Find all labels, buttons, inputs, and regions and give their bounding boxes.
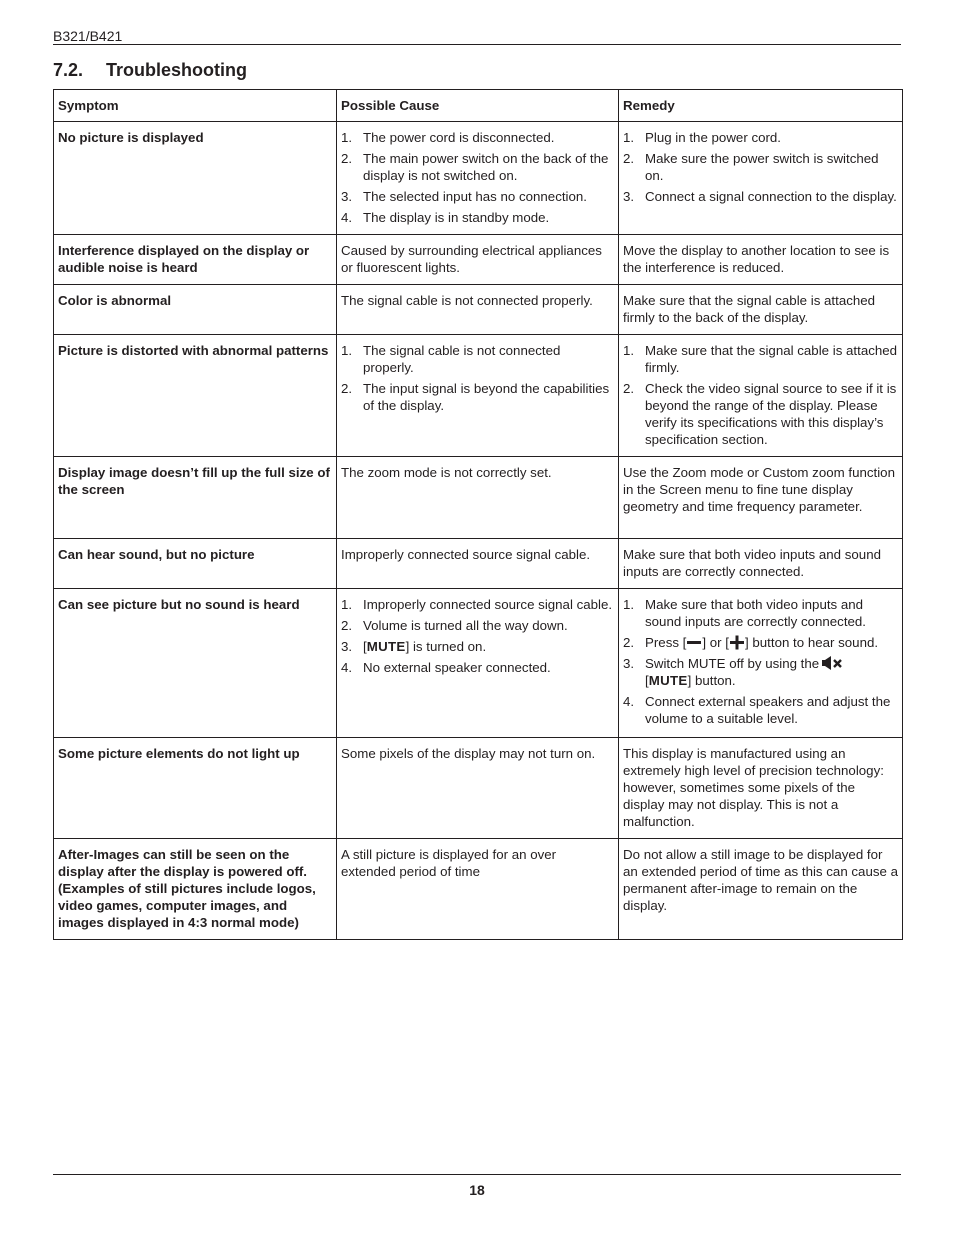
remedy-cell: This display is manufactured using an extremely high level of precision technology: however, sometimes some pixels of the display may not display. This is not a malfunction. bbox=[619, 738, 903, 839]
symptom-cell: Can hear sound, but no picture bbox=[54, 539, 337, 589]
list-item: 1. Improperly connected source signal cable. bbox=[341, 597, 613, 612]
column-header-cause: Possible Cause bbox=[337, 90, 619, 122]
header-divider bbox=[53, 44, 901, 45]
table-row bbox=[54, 122, 903, 235]
list-item: 3. Connect a signal connection to the display. bbox=[623, 189, 897, 204]
document-model: B321/B421 bbox=[53, 28, 123, 44]
list-item: 4. No external speaker connected. bbox=[341, 660, 551, 675]
list-item: 4. Connect external speakers and adjust the volume to a suitable level. bbox=[623, 694, 891, 726]
remedy-cell bbox=[619, 589, 903, 738]
list-item: 3. Switch MUTE off by using the [MUTE] button. bbox=[623, 655, 898, 689]
table-row bbox=[54, 738, 903, 839]
list-item: 2. Press [ ] or [ ] button to hear sound. bbox=[623, 635, 879, 650]
troubleshooting-table bbox=[53, 89, 903, 940]
section-heading bbox=[53, 60, 247, 81]
remedy-cell: Make sure that both video inputs and sound inputs are correctly connected. bbox=[619, 539, 903, 589]
list-item: 2. The input signal is beyond the capabilities of the display. bbox=[341, 381, 610, 413]
section-number: 7.2. bbox=[53, 60, 84, 80]
list-item: 2. Make sure the power switch is switched on. bbox=[623, 151, 879, 183]
remedy-list bbox=[623, 129, 898, 205]
list-item: 3. The selected input has no connection. bbox=[341, 189, 587, 204]
table-row bbox=[54, 285, 903, 335]
remedy-cell bbox=[619, 122, 903, 235]
cause-cell bbox=[337, 335, 619, 457]
cause-cell: The zoom mode is not correctly set. bbox=[337, 457, 619, 539]
list-item: 2. Volume is turned all the way down. bbox=[341, 618, 568, 633]
list-item: 4. The display is in standby mode. bbox=[341, 210, 550, 225]
list-item: 3. [MUTE] is turned on. bbox=[341, 639, 487, 654]
column-header-symptom: Symptom bbox=[54, 90, 337, 122]
table-row bbox=[54, 589, 903, 738]
section-title: Troubleshooting bbox=[106, 60, 247, 80]
table-row bbox=[54, 335, 903, 457]
symptom-cell: Picture is distorted with abnormal patterns bbox=[54, 335, 337, 457]
cause-cell: Improperly connected source signal cable. bbox=[337, 539, 619, 589]
symptom-cell: Display image doesn’t fill up the full size of the screen bbox=[54, 457, 337, 539]
cause-list bbox=[341, 596, 614, 676]
remedy-list bbox=[623, 596, 898, 727]
mute-key-label: MUTE bbox=[648, 673, 688, 688]
cause-cell: The signal cable is not connected properly. bbox=[337, 285, 619, 335]
cause-cell bbox=[337, 589, 619, 738]
cause-cell: A still picture is displayed for an over extended period of time bbox=[337, 839, 619, 940]
remedy-cell: Make sure that the signal cable is attached firmly to the back of the display. bbox=[619, 285, 903, 335]
symptom-cell: After-Images can still be seen on the display after the display is powered off. (Examples of still pictures include logos, video games, computer images, and images displayed in 4:3 normal mode) bbox=[54, 839, 337, 940]
list-item: 2. The main power switch on the back of the display is not switched on. bbox=[341, 151, 609, 183]
list-item: 2. Check the video signal source to see if it is beyond the range of the display. Please verify its specifications with this display’s specification section. bbox=[623, 381, 897, 447]
cause-cell bbox=[337, 122, 619, 235]
plus-key-icon bbox=[729, 635, 745, 650]
list-item: 1. Plug in the power cord. bbox=[623, 130, 782, 145]
symptom-cell: Color is abnormal bbox=[54, 285, 337, 335]
symptom-cell: Interference displayed on the display or audible noise is heard bbox=[54, 235, 337, 285]
footer-divider bbox=[53, 1174, 901, 1175]
remedy-list bbox=[623, 342, 898, 448]
table-row bbox=[54, 839, 903, 940]
table-row bbox=[54, 457, 903, 539]
list-item: 1. Make sure that the signal cable is attached firmly. bbox=[623, 343, 898, 375]
table-row bbox=[54, 235, 903, 285]
symptom-cell: No picture is displayed bbox=[54, 122, 337, 235]
cause-list bbox=[341, 342, 614, 414]
remedy-cell: Do not allow a still image to be displayed for an extended period of time as this can cause a permanent after-image to remain on the display. bbox=[619, 839, 903, 940]
list-item: 1. The power cord is disconnected. bbox=[341, 130, 555, 145]
minus-key-icon bbox=[686, 636, 702, 649]
list-item: 1. The signal cable is not connected properly. bbox=[341, 343, 561, 375]
symptom-cell: Some picture elements do not light up bbox=[54, 738, 337, 839]
mute-key-label: MUTE bbox=[366, 639, 406, 654]
table-header-row bbox=[54, 90, 903, 122]
remedy-cell: Move the display to another location to see is the interference is reduced. bbox=[619, 235, 903, 285]
list-item: 1. Make sure that both video inputs and sound inputs are correctly connected. bbox=[623, 597, 867, 629]
table-row bbox=[54, 539, 903, 589]
symptom-cell: Can see picture but no sound is heard bbox=[54, 589, 337, 738]
remedy-cell bbox=[619, 335, 903, 457]
remedy-cell: Use the Zoom mode or Custom zoom function in the Screen menu to fine tune display geometry and time frequency parameter. bbox=[619, 457, 903, 539]
page-number: 18 bbox=[469, 1182, 485, 1198]
cause-cell: Caused by surrounding electrical appliances or fluorescent lights. bbox=[337, 235, 619, 285]
column-header-remedy: Remedy bbox=[619, 90, 903, 122]
cause-cell: Some pixels of the display may not turn on. bbox=[337, 738, 619, 839]
mute-speaker-icon bbox=[821, 655, 843, 671]
cause-list bbox=[341, 129, 614, 226]
